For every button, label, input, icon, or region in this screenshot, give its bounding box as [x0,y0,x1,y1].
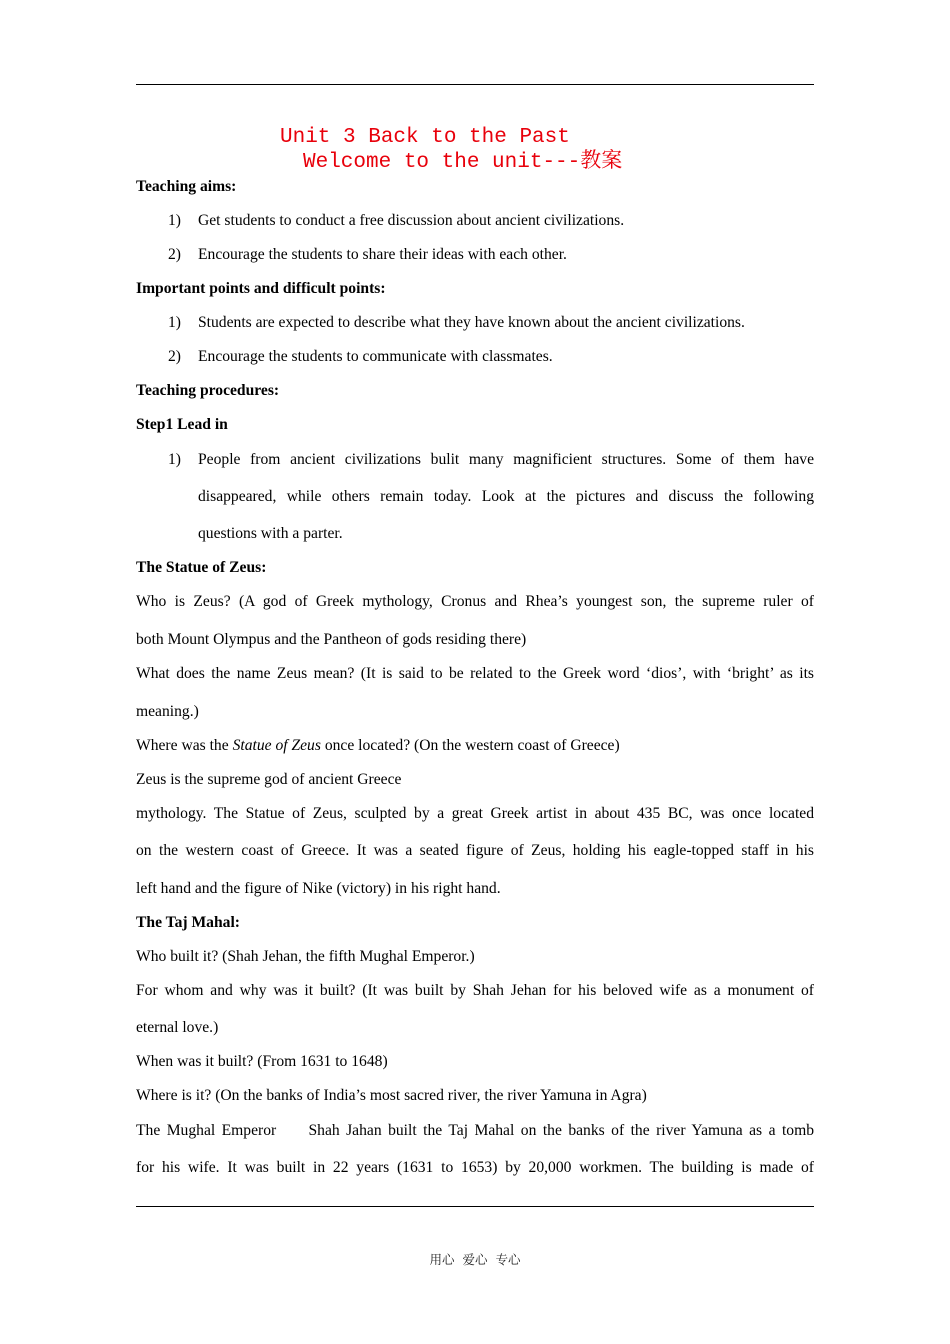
footer-rule [136,1206,814,1207]
list-number: 1) [168,212,181,229]
page-footer: 用心 爱心 专心 [429,1252,521,1267]
paragraph-line: meaning.) [136,703,199,720]
paragraph-line: What does the name Zeus mean? (It is said to be related to the Greek word ‘dios’, with ‘bright’ as its [136,665,814,682]
heading-step1: Step1 Lead in [136,416,228,433]
text-run: once located? (On the western coast of Greece) [320,737,620,754]
paragraph-line: eternal love.) [136,1019,219,1036]
heading-teaching-aims: Teaching aims: [136,178,237,195]
list-item: Students are expected to describe what they have known about the ancient civilizations. [198,314,745,331]
paragraph-line: For whom and why was it built? (It was built by Shah Jehan for his beloved wife as a monument of [136,982,814,999]
paragraph-line: When was it built? (From 1631 to 1648) [136,1053,388,1070]
paragraph-line: Who is Zeus? (A god of Greek mythology, Cronus and Rhea’s youngest son, the supreme ruler of [136,593,814,610]
list-item: Encourage the students to communicate with classmates. [198,348,553,365]
list-item-line: questions with a parter. [198,525,343,542]
list-number: 2) [168,246,181,263]
heading-taj-mahal: The Taj Mahal: [136,914,240,931]
paragraph-line: both Mount Olympus and the Pantheon of gods residing there) [136,631,527,648]
paragraph-line: Where is it? (On the banks of India’s most sacred river, the river Yamuna in Agra) [136,1087,647,1104]
paragraph-line: left hand and the figure of Nike (victory) in his right hand. [136,880,501,897]
italic-text: Statue of Zeus [232,737,321,754]
heading-statue-of-zeus: The Statue of Zeus: [136,559,267,576]
paragraph-line: Zeus is the supreme god of ancient Greece [136,771,402,788]
paragraph-line: mythology. The Statue of Zeus, sculpted by a great Greek artist in about 435 BC, was once located [136,805,814,822]
heading-important-points: Important points and difficult points: [136,280,386,297]
list-item: Encourage the students to share their ideas with each other. [198,246,567,263]
list-item-line: disappeared, while others remain today. Look at the pictures and discuss the following [198,488,814,505]
paragraph-line: on the western coast of Greece. It was a seated figure of Zeus, holding his eagle-topped staff in his [136,842,814,859]
list-number: 1) [168,314,181,331]
paragraph-line: for his wife. It was built in 22 years (1631 to 1653) by 20,000 workmen. The building is made of [136,1159,814,1176]
heading-teaching-procedures: Teaching procedures: [136,382,280,399]
list-number: 1) [168,451,181,468]
list-item: Get students to conduct a free discussion about ancient civilizations. [198,212,625,229]
list-number: 2) [168,348,181,365]
paragraph-line: The Mughal Emperor Shah Jahan built the Taj Mahal on the banks of the river Yamuna as a tomb [136,1122,814,1139]
paragraph-line: Who built it? (Shah Jehan, the fifth Mughal Emperor.) [136,948,475,965]
paragraph-line-location [136,738,814,754]
header-rule [136,84,814,85]
document-title: Unit 3 Back to the Past [280,126,570,149]
document-subtitle: Welcome to the unit---教案 [303,151,623,174]
list-item-line: People from ancient civilizations bulit many magnificient structures. Some of them have [198,451,814,468]
text-run: Where was the [136,737,233,754]
